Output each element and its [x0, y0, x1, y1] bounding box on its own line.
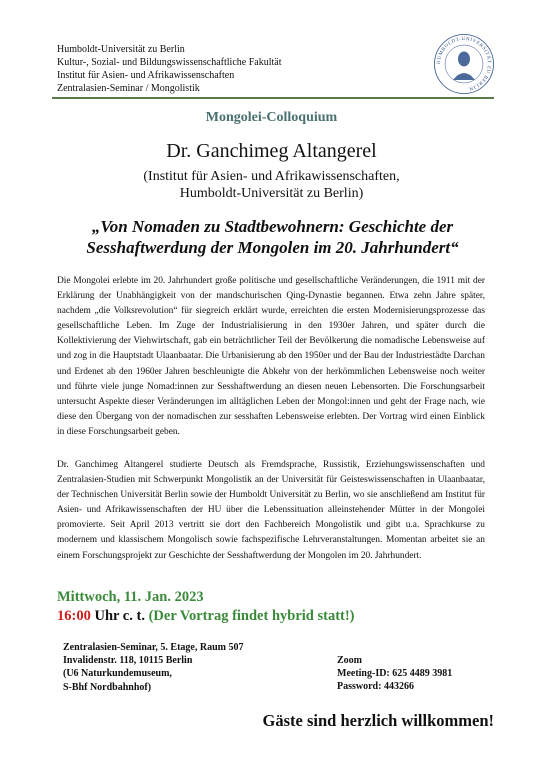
institution-header — [57, 43, 282, 95]
speaker-name: Dr. Ganchimeg Altangerel — [166, 140, 377, 162]
venue-address — [63, 641, 243, 694]
event-time-line — [57, 608, 355, 625]
header-seminar: Zentralasien-Seminar / Mongolistik — [57, 83, 200, 94]
university-seal-logo — [433, 33, 495, 95]
header-institute: Institut für Asien- und Afrikawissenschaften — [57, 70, 235, 81]
zoom-meeting-id: Meeting-ID: 625 4489 3981 — [337, 668, 453, 680]
svg-text:HUMBOLDT-UNIVERSITÄT ZU BERLIN: HUMBOLDT-UNIVERSITÄT ZU BERLIN — [436, 36, 492, 91]
zoom-password: Password: 443266 — [337, 681, 414, 693]
affiliation-line-1: (Institut für Asien- und Afrikawissenschaften, — [143, 169, 400, 184]
colloquium-series: Mongolei-Colloquium — [205, 110, 338, 125]
talk-title — [60, 216, 485, 258]
speaker-bio-paragraph: Dr. Ganchimeg Altangerel studierte Deutsch als Fremdsprache, Russistik, Erziehungswissenschaften und Zentralasien-Studien mit Schwerpunkt Mongolistik an der Universität für Geisteswissenschaften in Ulaanbaatar, der Technischen Universität Berlin sowie der Humboldt Universität zu Berlin, wo sie anschließend am Institut für Asien- und Afrikawissenschaften der HU über die Lebenssituation alleinstehender Mütter in der Mongolei promovierte. Seit April 2013 vertritt sie dort den Fachbereich Mongolistik und gibt u.a. Sprachkurse zu modernem und klassischem Mongolisch sowie fachspezifische Lehrveranstaltungen. Momentan arbeitet sie an einem Forschungsprojekt zur Geschichte der Sesshaftwerdung der Mongolen im 20. Jahrhundert. — [57, 460, 485, 561]
header-university: Humboldt-Universität zu Berlin — [57, 44, 185, 55]
venue-line-3: (U6 Naturkundemuseum, — [63, 668, 172, 680]
venue-line-1: Zentralasien-Seminar, 5. Etage, Raum 507 — [63, 642, 244, 653]
talk-title-line-1: „Von Nomaden zu Stadtbewohnern: Geschichte der — [91, 217, 454, 236]
abstract-paragraph: Die Mongolei erlebte im 20. Jahrhundert große politische und gesellschaftliche Veränderungen, die 1911 mit der Erklärung der Unabhängigkeit von der mandschurischen Qing-Dynastie begannen. Etwa zehn Jahre später, nachdem „die Volksrevolution“ für siegreich erklärt wurde, erreichten die ersten Modernisierungsprozesse das gesellschaftliche Leben. Im Zuge der Industrialisierung in den 1930er Jahren, und später durch die Kollektivierung der Viehwirtschaft, gab ein beträchtlicher Teil der Bevölkerung die nomadische Lebensweise auf und zog in die Hauptstadt Ulaanbaatar. Die Urbanisierung ab den 1950er und der Bau der Industriestädte Darchan und Erdenet ab den 1960er Jahren beschleunigte die Abkehr von der herkömmlichen Lebensweise noch weiter und führte viele junge Nomad:innen zur Sesshaftwerdung an diesen neuen Lebensorten. Die Forschungsarbeit untersucht Aspekte dieser Veränderungen im alltäglichen Leben der Mongol:innen und geht der Frage nach, wie diese den Übergang von der nomadischen zur sesshaften Lebensweise erlebten. Der Vortrag wird einen Einblick in diese Forschungsarbeit geben. — [57, 276, 485, 437]
event-date: Mittwoch, 11. Jan. 2023 — [57, 589, 204, 605]
zoom-label: Zoom — [337, 655, 362, 666]
speaker-affiliation — [0, 168, 543, 202]
venue-line-2: Invalidenstr. 118, 10115 Berlin — [63, 655, 193, 667]
event-time-suffix: Uhr c. t. — [90, 608, 149, 624]
affiliation-line-2: Humboldt-Universität zu Berlin) — [179, 186, 364, 201]
event-time: 16:00 — [57, 608, 91, 624]
venue-line-4: S-Bhf Nordbahnhof) — [63, 681, 152, 693]
talk-title-line-2: Sesshaftwerdung der Mongolen im 20. Jahrhundert“ — [86, 238, 459, 257]
welcome-message: Gäste sind herzlich willkommen! — [262, 711, 494, 730]
header-divider — [52, 97, 494, 99]
header-faculty: Kultur-, Sozial- und Bildungswissenschaftliche Fakultät — [57, 57, 282, 68]
hybrid-note: (Der Vortrag findet hybrid statt!) — [148, 608, 355, 624]
zoom-details — [337, 654, 452, 694]
